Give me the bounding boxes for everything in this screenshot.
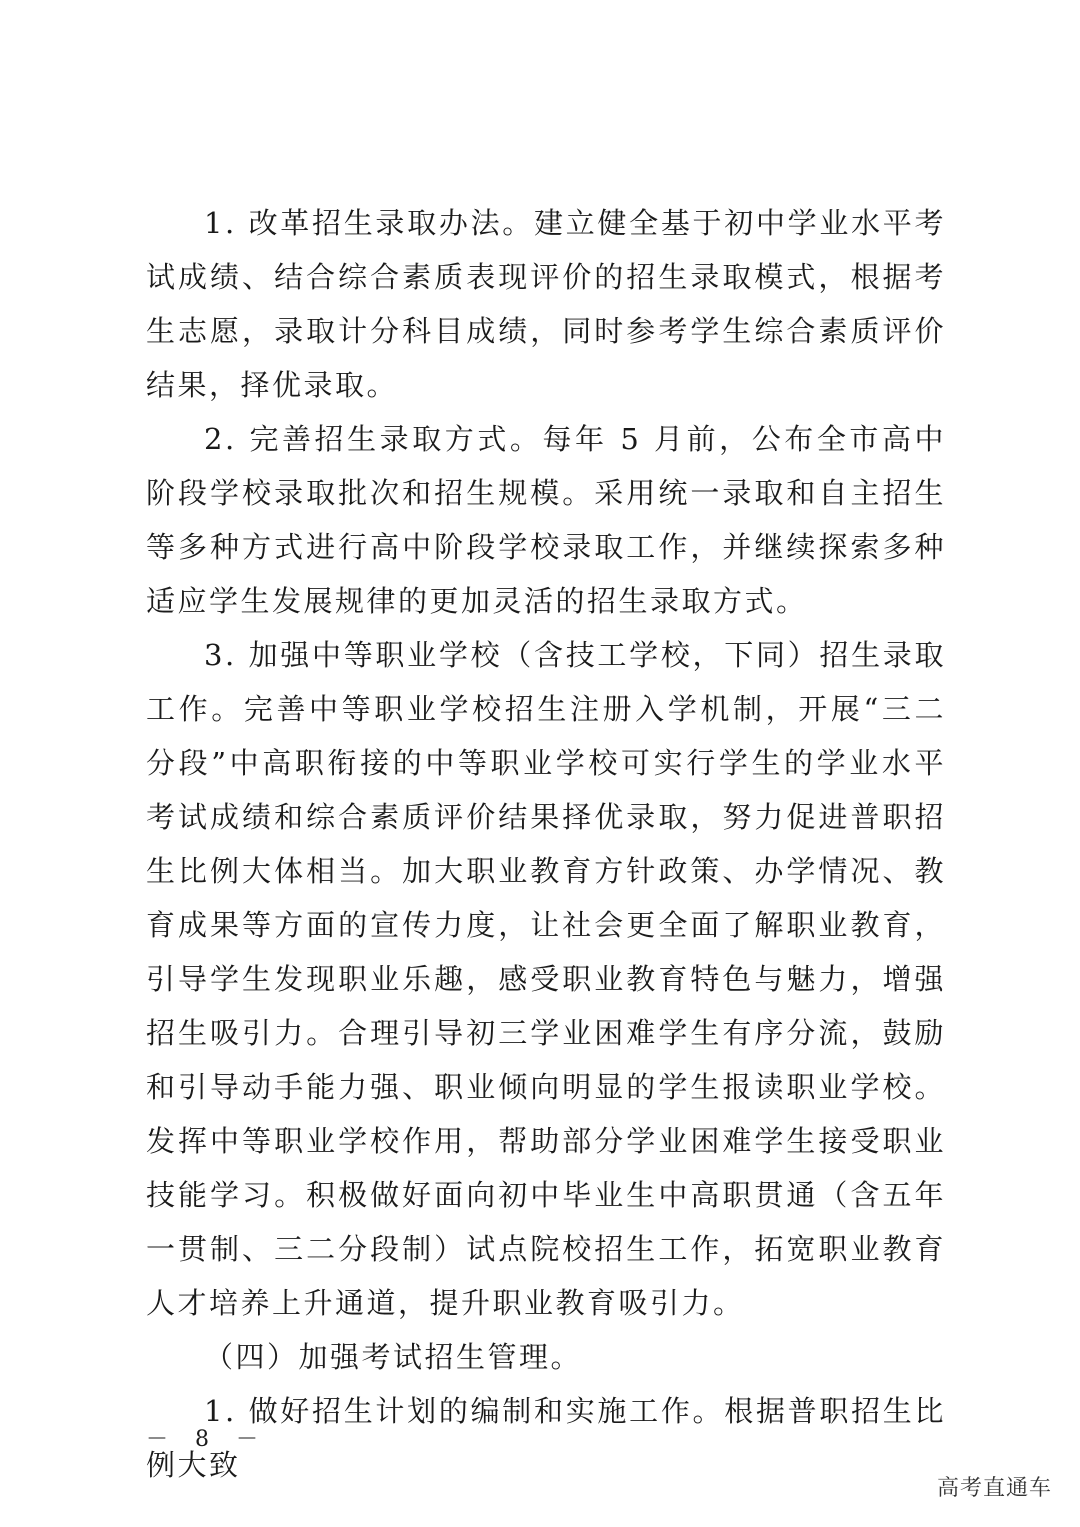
paragraph-admission-method: 1. 改革招生录取办法。建立健全基于初中学业水平考试成绩、结合综合素质表现评价的招生录取模式，根据考生志愿，录取计分科目成绩，同时参考学生综合素质评价结果，择优录取。 — [146, 206, 946, 402]
section-heading: （四）加强考试招生管理。 — [204, 1340, 583, 1374]
paragraph-enrollment-plan: 1. 做好招生计划的编制和实施工作。根据普职招生比例大致 — [146, 1394, 946, 1482]
paragraph-vocational-admission: 3. 加强中等职业学校（含技工学校，下同）招生录取工作。完善中等职业学校招生注册入学机制，开展“三二分段”中高职衔接的中等职业学校可实行学生的学业水平考试成绩和综合素质评价结果择优录取，努力促进普职招生比例大体相当。加大职业教育方针政策、办学情况、教育成果等方面的宣传力度，让社会更全面了解职业教育，引导学生发现职业乐趣，感受职业教育特色与魅力，增强招生吸引力。合理引导初三学业困难学生有序分流，鼓励和引导动手能力强、职业倾向明显的学生报读职业学校。发挥中等职业学校作用，帮助部分学业困难学生接受职业技能学习。积极做好面向初中毕业生中高职贯通（含五年一贯制、三二分段制）试点院校招生工作，拓宽职业教育人才培养上升通道，提升职业教育吸引力。 — [146, 638, 946, 1320]
paragraph-admission-approach: 2. 完善招生录取方式。每年 5 月前，公布全市高中阶段学校录取批次和招生规模。采用统一录取和自主招生等多种方式进行高中阶段学校录取工作，并继续探索多种适应学生发展规律的更加灵活的招生录取方式。 — [146, 422, 946, 618]
watermark: 高考直通车 — [936, 1476, 1052, 1501]
page-number: － 8 － — [146, 1427, 268, 1452]
document-body — [146, 196, 946, 1492]
